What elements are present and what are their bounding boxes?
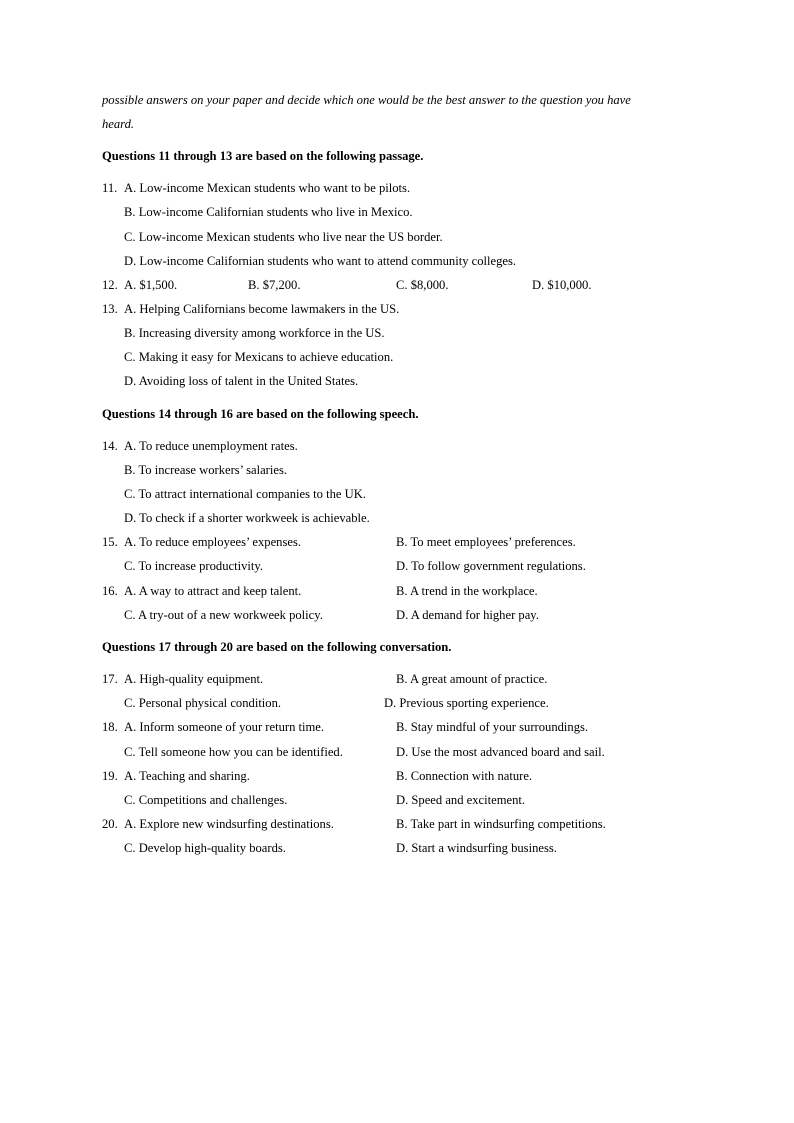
question-number-13: 13.	[102, 302, 118, 316]
q13-option-c: C. Making it easy for Mexicans to achieve education.	[124, 350, 394, 364]
q13-option-d: D. Avoiding loss of talent in the United States.	[124, 374, 359, 388]
section-heading-q11-13: Questions 11 through 13 are based on the following passage.	[102, 149, 424, 163]
q19-option-c: C. Competitions and challenges.	[124, 793, 288, 807]
q19-option-d: D. Speed and excitement.	[396, 793, 526, 807]
question-number-15: 15.	[102, 535, 118, 549]
q15-option-d: D. To follow government regulations.	[396, 559, 586, 573]
q17-option-d: D. Previous sporting experience.	[384, 696, 549, 710]
q20-option-d: D. Start a windsurfing business.	[396, 841, 557, 855]
q13-option-a: A. Helping Californians become lawmakers in the US.	[124, 302, 400, 316]
q16-option-c: C. A try-out of a new workweek policy.	[124, 608, 323, 622]
q12-option-c: C. $8,000.	[396, 278, 449, 292]
q20-option-c: C. Develop high-quality boards.	[124, 841, 286, 855]
q20-option-b: B. Take part in windsurfing competitions.	[396, 817, 606, 831]
q11-option-d: D. Low-income Californian students who want to attend community colleges.	[124, 254, 517, 268]
instructions-line-2: heard.	[102, 117, 135, 131]
q12-option-a: A. $1,500.	[124, 278, 178, 292]
question-number-19: 19.	[102, 769, 118, 783]
q17-option-b: B. A great amount of practice.	[396, 672, 548, 686]
q13-option-b: B. Increasing diversity among workforce in the US.	[124, 326, 385, 340]
q11-option-b: B. Low-income Californian students who live in Mexico.	[124, 205, 413, 219]
question-number-20: 20.	[102, 817, 118, 831]
instructions-line-1: possible answers on your paper and decide which one would be the best answer to the question you have	[102, 93, 631, 107]
question-number-11: 11.	[102, 181, 118, 195]
section-heading-q17-20: Questions 17 through 20 are based on the following conversation.	[102, 640, 452, 654]
question-number-16: 16.	[102, 584, 118, 598]
q12-option-d: D. $10,000.	[532, 278, 592, 292]
q15-option-c: C. To increase productivity.	[124, 559, 264, 573]
q16-option-a: A. A way to attract and keep talent.	[124, 584, 302, 598]
q12-option-b: B. $7,200.	[248, 278, 301, 292]
question-number-14: 14.	[102, 439, 118, 453]
q18-option-d: D. Use the most advanced board and sail.	[396, 745, 605, 759]
q20-option-a: A. Explore new windsurfing destinations.	[124, 817, 334, 831]
question-number-12: 12.	[102, 278, 118, 292]
q18-option-a: A. Inform someone of your return time.	[124, 720, 325, 734]
q11-option-a: A. Low-income Mexican students who want to be pilots.	[124, 181, 411, 195]
q17-option-a: A. High-quality equipment.	[124, 672, 264, 686]
q17-option-c: C. Personal physical condition.	[124, 696, 282, 710]
question-number-17: 17.	[102, 672, 118, 686]
q16-option-d: D. A demand for higher pay.	[396, 608, 539, 622]
q11-option-c: C. Low-income Mexican students who live near the US border.	[124, 230, 443, 244]
q19-option-b: B. Connection with nature.	[396, 769, 533, 783]
q15-option-a: A. To reduce employees’ expenses.	[124, 535, 302, 549]
q16-option-b: B. A trend in the workplace.	[396, 584, 538, 598]
q14-option-b: B. To increase workers’ salaries.	[124, 463, 288, 477]
section-heading-q14-16: Questions 14 through 16 are based on the following speech.	[102, 407, 419, 421]
q18-option-b: B. Stay mindful of your surroundings.	[396, 720, 589, 734]
q14-option-a: A. To reduce unemployment rates.	[124, 439, 298, 453]
q18-option-c: C. Tell someone how you can be identified.	[124, 745, 343, 759]
q15-option-b: B. To meet employees’ preferences.	[396, 535, 576, 549]
q19-option-a: A. Teaching and sharing.	[124, 769, 250, 783]
question-number-18: 18.	[102, 720, 118, 734]
q14-option-d: D. To check if a shorter workweek is achievable.	[124, 511, 370, 525]
q14-option-c: C. To attract international companies to the UK.	[124, 487, 366, 501]
